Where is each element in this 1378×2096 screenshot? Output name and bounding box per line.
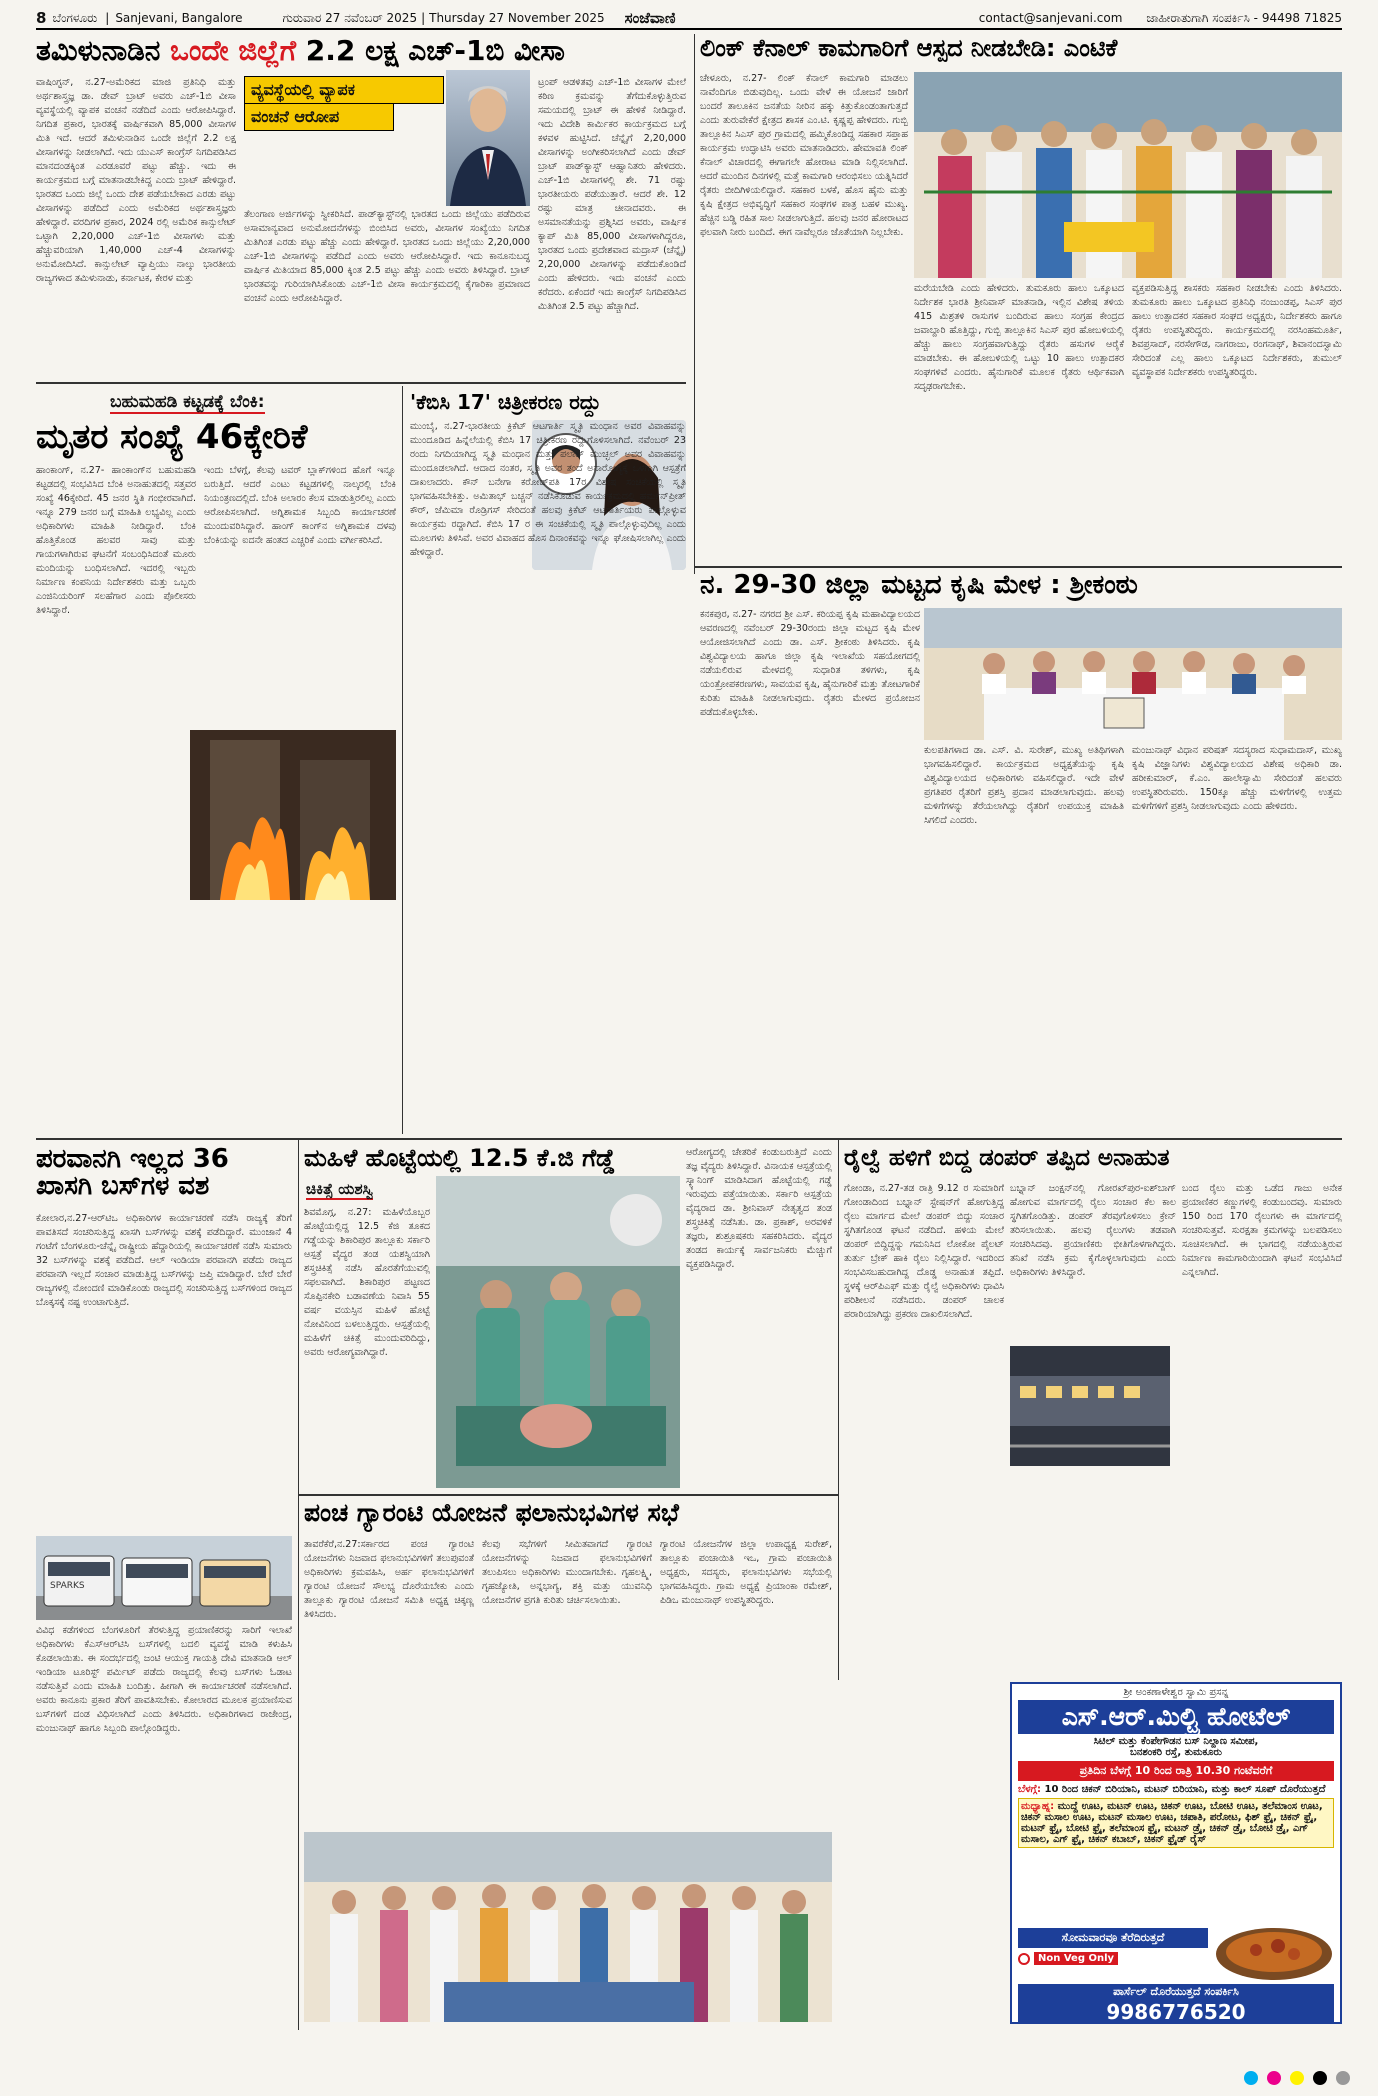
guarantee-col-3: ಗ್ಯಾರಂಟಿ ಯೋಜನೆಗಳ ಜಿಲ್ಲಾ ಉಪಾಧ್ಯಕ್ಷ ಸುರೇಶ್, ತಾಲ್ಲೂಕು ಪಂಚಾಯಿತಿ ಇಒ, ಗ್ರಾಮ ಪಂಚಾಯಿತಿ ಅಧ್ಯಕ್ಷರು, ಸದಸ್ಯರು, ಫಲಾನುಭವಿಗಳು ಸಭೆಯಲ್ಲಿ ಭಾಗವಹಿಸಿದ್ದರು. ಗ್ರಾಮ ಅಧ್ಯಕ್ಷೆ ಪ್ರಿಯಾಂಕಾ ರಮೇಶ್, ಪಿಡಿಒ ಮಂಜುನಾಥ್ ಉಪಸ್ಥಿತರಿದ್ದರು. (660, 1539, 832, 1606)
fire-headline: ಮೃತರ ಸಂಖ್ಯೆ 46ಕ್ಕೇರಿಕೆ (36, 417, 308, 457)
h1b-kicker-line-2: ವಂಚನೆ ಆರೋಪ (244, 104, 394, 131)
canal-col-3: ವ್ಯಕ್ತಪಡಿಸುತ್ತಿದ್ದ ಶಾಸಕರು ಸಹಕಾರ ನೀಡಬೇಕು ಎಂದು ತಿಳಿಸಿದರು. ತುಮಕೂರು ಹಾಲು ಒಕ್ಕೂಟದ ಪ್ರತಿನಿಧಿ ನಂಜುಂಡಪ್ಪ, ಸಿಎಸ್ ಪುರ ಹಾಲು ಉತ್ಪಾದಕರ ಸಹಕಾರ ಸಂಘದ ಅಧ್ಯಕ್ಷರು, ನಿರ್ದೇಶಕರು ಹಾಗೂ ರೈತರು ಉಪಸ್ಥಿತರಿದ್ದರು. ಕಾರ್ಯಕ್ರಮದಲ್ಲಿ ನರಸಿಂಹಮೂರ್ತಿ, ಶಿವಪ್ರಸಾದ್, ನರಸೇಗೌಡ, ನಾಗರಾಜು, ರಂಗನಾಥ್, ಶಿವಾನಂದಸ್ವಾಮಿ ಸೇರಿದಂತೆ ಎಲ್ಲ ಹಾಲು ಒಕ್ಕೂಟದ ನಿರ್ದೇಶಕರು, ತುಮುಲ್ ವ್ಯವಸ್ಥಾಪಕ ನಿರ್ದೇಶಕರು ಉಪಸ್ಥಿತರಿದ್ದರು. (1132, 283, 1342, 378)
fair-col-1-cont (700, 744, 920, 1134)
masthead-email[interactable]: contact@sanjevani.com (978, 11, 1123, 25)
canal-headline: ಲಿಂಕ್ ಕೆನಾಲ್ ಕಾಮಗಾರಿಗೆ ಆಸ್ಪದ ನೀಡಬೇಡಿ: ಎಂಟಿಕೆ (700, 34, 1118, 62)
surgery-headline: ಮಹಿಳೆ ಹೊಟ್ಟೆಯಲ್ಲಿ 12.5 ಕೆ.ಜಿ ಗೆಡ್ಡೆ (304, 1144, 616, 1172)
h1b-col-1: ವಾಷಿಂಗ್ಟನ್, ನ.27-ಅಮೆರಿಕದ ಮಾಜಿ ಪ್ರತಿನಿಧಿ ಮತ್ತು ಅರ್ಥಶಾಸ್ತ್ರಜ್ಞ ಡಾ. ಡೇವ್ ಬ್ರಾಟ್ ಅವರು ಎಚ್-1ಬಿ ವೀಸಾ ವ್ಯವಸ್ಥೆಯಲ್ಲಿ ವ್ಯಾಪಕ ವಂಚನೆ ನಡೆದಿದೆ ಎಂದು ಆರೋಪಿಸಿದ್ದಾರೆ. ನಿಗದಿತ ಪ್ರಕಾರ, ಭಾರತಕ್ಕೆ ವಾರ್ಷಿಕವಾಗಿ 85,000 ವೀಸಾಗಳ ಮಿತಿ ಇದೆ. ಆದರೆ ತಮಿಳುನಾಡಿನ ಒಂದೇ ಜಿಲ್ಲೆಗೆ 2.2 ಲಕ್ಷ ವೀಸಾಗಳನ್ನು ನೀಡಲಾಗಿದೆ. ಇದು ಯುಎಸ್ ಕಾಂಗ್ರೆಸ್ ನಿಗದಿಪಡಿಸಿದ ಮಾನದಂಡಕ್ಕಿಂತ ಎರಡೂವರೆ ಪಟ್ಟು ಹೆಚ್ಚು. ಇದು ಈ ಕಾರ್ಯಕ್ರಮದ ಬಗ್ಗೆ ಮಾತನಾಡಬೇಕಿದ್ದ ಎಂದು ಬ್ರಾಟ್ ಹೇಳಿದ್ದಾರೆ. ಭಾರತದ ಒಂದು ಜಿಲ್ಲೆ ಒಂದು ದೇಶ ಪಡೆಯಬೇಕಾದ ಎರಡು ಪಟ್ಟು ವೀಸಾಗಳನ್ನು ಪಡೆದಿದೆ ಎಂದು ಅಮೆರಿಕದ ಅರ್ಥಶಾಸ್ತ್ರಜ್ಞರು ಹೇಳಿದ್ದಾರೆ. ವರದಿಗಳ ಪ್ರಕಾರ, 2024 ರಲ್ಲಿ ಅಮೆರಿಕ ಕಾನ್ಸುಲೇಟ್ ಒಟ್ಟಾಗಿ 2,20,000 ಎಚ್-1ಬಿ ವೀಸಾಗಳು ಮತ್ತು ಹೆಚ್ಚುವರಿಯಾಗಿ 1,40,000 ಎಚ್-4 ವೀಸಾಗಳನ್ನು ಅನುಮೋದಿಸಿದೆ. ಕಾನ್ಸುಲೇಟ್ ವ್ಯಾಪ್ತಿಯು ನಾಲ್ಕು ಭಾರತೀಯ ರಾಜ್ಯಗಳಾದ ತಮಿಳುನಾಡು, ಕರ್ನಾಟಕ, ಕೇರಳ ಮತ್ತು (36, 77, 236, 284)
hotel-nonveg (1018, 1952, 1118, 1965)
guarantee-col-1: ತಾವರೆಕೆರೆ,ನ.27:ಸರ್ಕಾರದ ಪಂಚ ಗ್ಯಾರಂಟಿ ಯೋಜನೆಗಳು ನಿಜವಾದ ಫಲಾನುಭವಿಗಳಿಗೆ ತಲುಪುವಂತೆ ಅಧಿಕಾರಿಗಳು ಕ್ರಮವಹಿಸಿ, ಅರ್ಹ ಫಲಾನುಭವಿಗಳಿಗೆ ಗ್ಯಾರಂಟಿ ಯೋಜನೆ ಸೌಲಭ್ಯ ದೊರೆಯಬೇಕು ಎಂದು ತಾಲ್ಲೂಕು ಗ್ಯಾರಂಟಿ ಯೋಜನೆ ಸಮಿತಿ ಅಧ್ಯಕ್ಷ ಚಿಕ್ಕಣ್ಣ ತಿಳಿಸಿದರು. (304, 1539, 474, 1620)
canal-ceremony-photo (914, 72, 1342, 278)
hotel-nonveg-label: Non Veg Only (1034, 1952, 1118, 1965)
hotel-address-2: ಬನಶಂಕರಿ ರಸ್ತೆ, ತುಮಕೂರು (1130, 1747, 1222, 1758)
fire-kicker: ಬಹುಮಹಡಿ ಕಟ್ಟಡಕ್ಕೆ ಬೆಂಕಿ: (110, 392, 265, 412)
surgery-col-2: ಆರೋಗ್ಯದಲ್ಲಿ ಚೇತರಿಕೆ ಕಂಡುಬರುತ್ತಿದೆ ಎಂದು ತಜ್ಞ ವೈದ್ಯರು ತಿಳಿಸಿದ್ದಾರೆ. ವಿನಾಯಕ ಆಸ್ಪತ್ರೆಯಲ್ಲಿ ಸ್ಕ್ಯಾನಿಂಗ್ ಮಾಡಿಸಿದಾಗ ಹೊಟ್ಟೆಯಲ್ಲಿ ಗಡ್ಡೆ ಇರುವುದು ಪತ್ತೆಯಾಯಿತು. ಸರ್ಕಾರಿ ಆಸ್ಪತ್ರೆಯ ವೈದ್ಯರಾದ ಡಾ. ಶ್ರೀನಿವಾಸ್ ನೇತೃತ್ವದ ತಂಡ ಶಸ್ತ್ರಚಿಕಿತ್ಸೆ ನಡೆಸಿತು. ಡಾ. ಪ್ರಕಾಶ್, ಅರವಳಿಕೆ ತಜ್ಞರು, ಶುಶ್ರೂಷಕರು ಸಹಕರಿಸಿದರು. ವೈದ್ಯರ ತಂಡದ ಕಾರ್ಯಕ್ಕೆ ಸಾರ್ವಜನಿಕರು ಮೆಚ್ಚುಗೆ ವ್ಯಕ್ತಪಡಿಸಿದ್ದಾರೆ. (686, 1147, 832, 1270)
fair-meeting-photo (924, 608, 1342, 740)
kbc-col-1: ಮುಂಬೈ, ನ.27-ಭಾರತೀಯ ಕ್ರಿಕೆಟ್ ಆಟಗಾರ್ತಿ ಸ್ಮೃತಿ ಮಂಧಾನ ಅವರ ವಿವಾಹವನ್ನು ಮುಂದೂಡಿದ ಹಿನ್ನೆಲೆಯಲ್ಲಿ ಕೆಬಿಸಿ 17 ಚಿತ್ರೀಕರಣ ರದ್ದುಗೊಳಿಸಲಾಗಿದೆ. ನವೆಂಬರ್ 23 ರಂದು ನಿಗದಿಯಾಗಿದ್ದ ಸ್ಮೃತಿ ಮಂಧಾನ ಮತ್ತು ಪಲಾಶ್ ಮುಚ್ಛಲ್ ಅವರ ವಿವಾಹವನ್ನು ಮುಂದೂಡಲಾಗಿದೆ. ಆದಾದ ನಂತರ, ಸ್ಮೃತಿ ಅವರ ತಂದೆ ಅನಾರೋಗ್ಯಕ್ಕೆ ಒಳಗಾಗಿ ಆಸ್ಪತ್ರೆಗೆ ದಾಖಲಾದರು. ಕೌನ್ ಬನೇಗಾ ಕರೋಡ್‌ಪತಿ 17ರ ವಿಶೇಷ ಸಂಚಿಕೆಯಲ್ಲಿ ಸ್ಮೃತಿ ಭಾಗವಹಿಸಬೇಕಿತ್ತು. ಅಮಿತಾಭ್ ಬಚ್ಚನ್ ನಡೆಸಿಕೊಡುವ ಕಾರ್ಯಕ್ರಮದಲ್ಲಿ ಹರ್ಮನ್‌ಪ್ರೀತ್ ಕೌರ್, ಜೆಮಿಮಾ ರೊಡ್ರಿಗಸ್ ಸೇರಿದಂತೆ ಹಲವು ಕ್ರಿಕೆಟ್ ಆಟಗಾರ್ತಿಯರು ಪಾಲ್ಗೊಳ್ಳುವ ಕಾರ್ಯಕ್ರಮ ರದ್ದಾಗಿದೆ. ಕೆಬಿಸಿ 17 ರ ಈ ಸಂಚಿಕೆಯಲ್ಲಿ ಸ್ಮೃತಿ ಪಾಲ್ಗೊಳ್ಳುವುದಿಲ್ಲ ಎಂದು ಮೂಲಗಳು ತಿಳಿಸಿವೆ. ಅವರ ವಿವಾಹದ ಹೊಸ ದಿನಾಂಕವನ್ನು ಇನ್ನೂ ಘೋಷಿಸಲಾಗಿಲ್ಲ ಎಂದು ಹೇಳಿದ್ದಾರೆ. (410, 421, 686, 558)
surgery-kicker: ಚಿಕಿತ್ಸೆ ಯಶಸ್ವಿ (306, 1180, 374, 1198)
black-dot (1313, 2071, 1327, 2085)
bus-headline-line-2: ಖಾಸಗಿ ಬಸ್‌ಗಳ ವಶ (36, 1171, 210, 1202)
bus-col-2: ವಿವಿಧ ಕಡೆಗಳಿಂದ ಬೆಂಗಳೂರಿಗೆ ತೆರಳುತ್ತಿದ್ದ ಪ್ರಯಾಣಿಕರನ್ನು ಸಾರಿಗೆ ಇಲಾಖೆ ಅಧಿಕಾರಿಗಳು ಕೆಎಸ್‌ಆರ್‌ಟಿಸಿ ಬಸ್‌ಗಳಲ್ಲಿ ಬದಲಿ ವ್ಯವಸ್ಥೆ ಮಾಡಿ ಕಳುಹಿಸಿ ಕೊಡಲಾಯಿತು. ಈ ಸಂದರ್ಭದಲ್ಲಿ ಜಂಟಿ ಆಯುಕ್ತ ಗಾಯತ್ರಿ ದೇವಿ ಮಾತನಾಡಿ ಆಲ್ ಇಂಡಿಯಾ ಟೂರಿಸ್ಟ್ ಪರ್ಮಿಟ್ ಪಡೆದು ರಾಜ್ಯದಲ್ಲಿ ಕೆಲವು ಬಸ್‌ಗಳು ಓಡಾಟ ನಡೆಸುತ್ತಿವೆ ಎಂದು ಮಾಹಿತಿ ಬಂದಿತ್ತು. ಹೀಗಾಗಿ ಈ ಕಾರ್ಯಾಚರಣೆ ನಡೆಸಲಾಗಿದೆ. ಅವರು ಕಾನೂನು ಪ್ರಕಾರ ತೆರಿಗೆ ಪಾವತಿಸಬೇಕು. ಕೋಲಾರದ ಮೂಲಕ ಪ್ರಯಾಣಿಸುವ ಬಸ್‌ಗಳಿಗೆ ದಂಡ ವಿಧಿಸಲಾಗಿದೆ ಎಂದು ತಿಳಿಸಿದರು. ಅಧಿಕಾರಿಗಳಾದ ರಾಜೇಂದ್ರ, ಮಂಜುನಾಥ್ ಹಾಗೂ ಸಿಬ್ಬಂದಿ ಪಾಲ್ಗೊಂಡಿದ್ದರು. (36, 1625, 292, 1734)
rail-col-1: ಗೋಂಡಾ, ನ.27-ತಡ ರಾತ್ರಿ 9.12 ರ ಸುಮಾರಿಗೆ ಗೋಂಡಾದಿಂದ ಬಭ್ನಾನ್ ಸ್ಟೇಷನ್‌ಗೆ ಹೋಗುತ್ತಿದ್ದ ರೈಲು ಮಾರ್ಗದ ಮೇಲೆ ಡಂಪರ್ ಬಿದ್ದು ಸಂಚಾರ ಸ್ಥಗಿತಗೊಂಡ ಘಟನೆ ನಡೆದಿದೆ. ಹಳಿಯ ಮೇಲೆ ಡಂಪರ್ ಬಿದ್ದಿದ್ದನ್ನು ಗಮನಿಸಿದ ಲೋಕೋ ಪೈಲಟ್ ತುರ್ತು ಬ್ರೇಕ್ ಹಾಕಿ ರೈಲು ನಿಲ್ಲಿಸಿದ್ದಾರೆ. ಇದರಿಂದ ಸಂಭವಿಸಬಹುದಾಗಿದ್ದ ದೊಡ್ಡ ಅನಾಹುತ ತಪ್ಪಿದೆ. ಸ್ಥಳಕ್ಕೆ ಆರ್‌ಪಿಎಫ್ ಮತ್ತು ರೈಲ್ವೆ ಅಧಿಕಾರಿಗಳು ಧಾವಿಸಿ ಪರಿಶೀಲನೆ ನಡೆಸಿದರು. ಡಂಪರ್ ಚಾಲಕ ಪರಾರಿಯಾಗಿದ್ದು ಪ್ರಕರಣ ದಾಖಲಿಸಲಾಗಿದೆ. (844, 1183, 1004, 1320)
masthead: 8 ಬೆಂಗಳೂರು | Sanjevani, Bangalore ಗುರುವಾರ 27 ನವೆಂಬರ್ 2025 | Thursday 27 November 2025 ಸಂಜೆವಾಣಿ contact@sanjevani.com ಜಾಹೀರಾತುಗಾಗಿ ಸಂಪರ್ಕಿಸಿ - 94498 71825 (36, 8, 1342, 30)
cyan-dot (1244, 2071, 1258, 2085)
masthead-city: ಬೆಂಗಳೂರು (52, 10, 98, 25)
bus-headline (36, 1146, 292, 1201)
guarantee-meeting-photo (304, 1832, 832, 2022)
h1b-kicker-line-1: ವ್ಯವಸ್ಥೆಯಲ್ಲಿ ವ್ಯಾಪಕ (244, 76, 444, 104)
hotel-morning-label: ಬೆಳಗ್ಗೆ: (1018, 1784, 1042, 1795)
page-number: 8 (36, 9, 47, 27)
hotel-sponsor: ಶ್ರೀ ಅಂಕಣಾಳೇಶ್ವರ ಸ್ವಾಮಿ ಪ್ರಸನ್ನ (1123, 1687, 1229, 1698)
fire-col-2: ಇಂದು ಬೆಳಗ್ಗೆ, ಕೆಲವು ಟವರ್ ಬ್ಲಾಕ್‌ಗಳಿಂದ ಹೊಗೆ ಇನ್ನೂ ಬರುತ್ತಿದೆ. ಆದರೆ ಎಂಟು ಕಟ್ಟಡಗಳಲ್ಲಿ ನಾಲ್ಕರಲ್ಲಿ ಬೆಂಕಿ ನಿಯಂತ್ರಣದಲ್ಲಿದೆ. ಬೆಂಕಿ ಅಲಾರಂ ಕೆಲಸ ಮಾಡುತ್ತಿರಲಿಲ್ಲ ಎಂದು ಆರೋಪಿಸಲಾಗಿದೆ. ಅಗ್ನಿಶಾಮಕ ಸಿಬ್ಬಂದಿ ಕಾರ್ಯಾಚರಣೆ ಮುಂದುವರಿಸಿದ್ದಾರೆ. ಹಾಂಗ್ ಕಾಂಗ್‌ನ ಅಗ್ನಿಶಾಮಕ ದಳವು ಬೆಂಕಿಯನ್ನು ಐದನೇ ಹಂತದ ಎಚ್ಚರಿಕೆ ಎಂದು ವರ್ಗೀಕರಿಸಿದೆ. (204, 465, 396, 546)
h1b-col-3: ಟ್ರಂಪ್ ಆಡಳಿತವು ಎಚ್-1ಬಿ ವೀಸಾಗಳ ಮೇಲೆ ಕಠಿಣ ಕ್ರಮವನ್ನು ತೆಗೆದುಕೊಳ್ಳುತ್ತಿರುವ ಸಮಯದಲ್ಲಿ ಬ್ರಾಟ್ ಈ ಹೇಳಿಕೆ ನೀಡಿದ್ದಾರೆ. ಇದು ವಿದೇಶಿ ಕಾರ್ಮಿಕರ ಕಾರ್ಯಕ್ರಮದ ಬಗ್ಗೆ ಕಳವಳ ಹುಟ್ಟಿಸಿದೆ. ಚೆನ್ನೈಗೆ 2,20,000 ವೀಸಾಗಳನ್ನು ಅಂಗೀಕರಿಸಲಾಗಿದೆ ಎಂದು ಡೇವ್ ಬ್ರಾಟ್ ಪಾಡ್‌ಕ್ಯಾಸ್ಟ್ ಆಹ್ವಾನಿತರು ಹೇಳಿದರು. ಎಚ್-1ಬಿ ವೀಸಾಗಳಲ್ಲಿ ಶೇ. 71 ರಷ್ಟು ಭಾರತೀಯರು ಪಡೆಯುತ್ತಾರೆ. ಆದರೆ ಶೇ. 12 ರಷ್ಟು ಮಾತ್ರ ಚೀನಾದವರು. ಈ ಅಸಮಾನತೆಯನ್ನು ಪ್ರಶ್ನಿಸಿದ ಅವರು, ವಾರ್ಷಿಕ ಕ್ಯಾಪ್ ಮಿತಿ 85,000 ವೀಸಾಗಳಾಗಿದ್ದರೂ, ಭಾರತದ ಒಂದು ಪ್ರದೇಶವಾದ ಮದ್ರಾಸ್ (ಚೆನ್ನೈ) 2,20,000 ವೀಸಾಗಳನ್ನು ಪಡೆದುಕೊಂಡಿದೆ ಎಂದು ಹೇಳಿದರು. ಇದು ವಂಚನೆ ಎಂದು ಕರೆದರು. ಏಕೆಂದರೆ ಇದು ಕಾಂಗ್ರೆಸ್ ನಿಗದಿಪಡಿಸಿದ ಮಿತಿಗಿಂತ 2.5 ಪಟ್ಟು ಹೆಚ್ಚಾಗಿದೆ. (538, 77, 686, 312)
bus-depot-photo (36, 1536, 292, 1620)
masthead-date-kn: ಗುರುವಾರ 27 ನವೆಂಬರ್ 2025 (282, 10, 418, 25)
fair-col-1: ಕನಕಪುರ, ನ.27- ನಗರದ ಶ್ರೀ ಎಸ್. ಕರಿಯಪ್ಪ ಕೃಷಿ ಮಹಾವಿದ್ಯಾಲಯದ ಆವರಣದಲ್ಲಿ ನವೆಂಬರ್ 29-30ರಂದು ಜಿಲ್ಲಾ ಮಟ್ಟದ ಕೃಷಿ ಮೇಳ ಆಯೋಜಿಸಲಾಗಿದೆ ಎಂದು ಡಾ. ಎಸ್. ಶ್ರೀಕಂಠು ತಿಳಿಸಿದರು. ಕೃಷಿ ವಿಶ್ವವಿದ್ಯಾಲಯ ಹಾಗೂ ಜಿಲ್ಲಾ ಕೃಷಿ ಇಲಾಖೆಯ ಸಹಯೋಗದಲ್ಲಿ ನಡೆಯಲಿರುವ ಮೇಳದಲ್ಲಿ ಸುಧಾರಿತ ತಳಿಗಳು, ಕೃಷಿ ಯಂತ್ರೋಪಕರಣಗಳು, ಸಾವಯವ ಕೃಷಿ, ಹೈನುಗಾರಿಕೆ ಮತ್ತು ತೋಟಗಾರಿಕೆ ಕುರಿತು ಮಾಹಿತಿ ನೀಡಲಾಗುವುದು. ರೈತರು ಮೇಳದ ಪ್ರಯೋಜನ ಪಡೆದುಕೊಳ್ಳಬೇಕು. (700, 609, 920, 718)
canal-col-2: ಮರೆಯಬೇಡಿ ಎಂದು ಹೇಳಿದರು. ತುಮಕೂರು ಹಾಲು ಒಕ್ಕೂಟದ ನಿರ್ದೇಶಕ ಭಾರತಿ ಶ್ರೀನಿವಾಸ್ ಮಾತನಾಡಿ, ಇಲ್ಲಿನ ವಿಶೇಷ ತಳಿಯ 415 ಮಿಶ್ರತಳಿ ರಾಸುಗಳ ಬಂದಿರುವ ಹಾಲು ಸಂಗ್ರಹ ಕೇಂದ್ರದ ಜವಾಬ್ದಾರಿ ಹೊತ್ತಿದ್ದು, ಗುಬ್ಬಿ ತಾಲ್ಲೂಕಿನ ಸಿಎಸ್ ಪುರ ಹೋಬಳಿಯಲ್ಲಿ ಹೆಚ್ಚು ಹಾಲು ಸಂಗ್ರಹವಾಗುತ್ತಿದ್ದು ರೈತರು ಹಸುಗಳ ಆರೈಕೆ ಮಾಡಬೇಕು. ಈ ಹೋಬಳಿಯಲ್ಲಿ ಒಟ್ಟು 10 ಹಾಲು ಉತ್ಪಾದಕರ ಸಂಘಗಳಿವೆ ಎಂದರು. ಹೈನುಗಾರಿಕೆ ಮೂಲಕ ರೈತರು ಆರ್ಥಿಕವಾಗಿ ಸದೃಢರಾಗಬೇಕು. (914, 283, 1124, 392)
fire-building-photo (190, 730, 396, 900)
masthead-logo: ಸಂಜೆವಾಣಿ (624, 9, 676, 27)
rail-headline: ರೈಲ್ವೆ ಹಳಿಗೆ ಬಿದ್ದ ಡಂಪರ್ ತಪ್ಪಿದ ಅನಾಹುತ (844, 1145, 1170, 1171)
bus-headline-line-1: ಪರವಾನಗಿ ಇಲ್ಲದ 36 (36, 1144, 229, 1174)
masthead-edition: Sanjevani, Bangalore (115, 11, 243, 25)
hotel-timing: ಪ್ರತಿದಿನ ಬೆಳಗ್ಗೆ 10 ರಿಂದ ರಾತ್ರಿ 10.30 ಗಂಟೆವರೆಗೆ (1018, 1761, 1334, 1781)
nonveg-dot-icon (1018, 1953, 1030, 1965)
hotel-phone[interactable]: 9986776520 (1018, 2000, 1334, 2024)
print-registration-dots (1240, 2070, 1350, 2089)
hotel-lunch-text: ಮುದ್ದೆ ಊಟ, ಮಟನ್ ಊಟ, ಚಿಕನ್ ಊಟ, ಬೋಟಿ ಊಟ, ತಲೆಮಾಂಸ ಊಟ, ಚಿಕನ್ ಮಸಾಲ ಊಟ, ಮಟನ್ ಮಸಾಲ ಊಟ, ಚಪಾತಿ, ಪರೋಟ, ಫಿಶ್ ಫ್ರೈ, ಚಿಕನ್ ಫ್ರೈ, ಮಟನ್ ಫ್ರೈ, ಬೋಟಿ ಫ್ರೈ, ತಲೆಮಾಂಸ ಫ್ರೈ, ಮಟನ್ ಡ್ರೈ, ಚಿಕನ್ ಡ್ರೈ, ಬೋಟಿ ಡ್ರೈ, ಎಗ್ ಮಸಾಲ, ಎಗ್ ಫ್ರೈ, ಚಿಕನ್ ಕಬಾಬ್, ಚಿಕನ್ ಫ್ರೈಡ್ ರೈಸ್ (1021, 1801, 1323, 1845)
yellow-dot (1290, 2071, 1304, 2085)
fair-col-2: ಕುಲಪತಿಗಳಾದ ಡಾ. ಎಸ್. ವಿ. ಸುರೇಶ್, ಮುಖ್ಯ ಅತಿಥಿಗಳಾಗಿ ಭಾಗವಹಿಸಲಿದ್ದಾರೆ. ಕಾರ್ಯಕ್ರಮದ ಅಧ್ಯಕ್ಷತೆಯನ್ನು ಕೃಷಿ ವಿಶ್ವವಿದ್ಯಾಲಯದ ಅಧಿಕಾರಿಗಳು ವಹಿಸಲಿದ್ದಾರೆ. ಇದೇ ವೇಳೆ ಪ್ರಗತಿಪರ ರೈತರಿಗೆ ಪ್ರಶಸ್ತಿ ಪ್ರದಾನ ಮಾಡಲಾಗುವುದು. ಹಲವು ಮಳಿಗೆಗಳನ್ನು ತೆರೆಯಲಾಗಿದ್ದು ರೈತರಿಗೆ ಉಪಯುಕ್ತ ಮಾಹಿತಿ ಸಿಗಲಿದೆ ಎಂದರು. (924, 745, 1124, 826)
hotel-name: ಎಸ್.ಆರ್.ಮಿಲ್ಟ್ರಿ ಹೋಟೆಲ್ (1018, 1700, 1334, 1734)
fire-col-1-cont (36, 734, 186, 1134)
masthead-ad-contact: ಜಾಹೀರಾತುಗಾಗಿ ಸಂಪರ್ಕಿಸಿ - 94498 71825 (1146, 10, 1342, 25)
bus-col-1: ಕೋಲಾರ,ನ.27-ಆರ್‌ಟಿಒ ಅಧಿಕಾರಿಗಳ ಕಾರ್ಯಾಚರಣೆ ನಡೆಸಿ ರಾಜ್ಯಕ್ಕೆ ತೆರಿಗೆ ಪಾವತಿಸದೆ ಸಂಚರಿಸುತ್ತಿದ್ದ ಖಾಸಗಿ ಬಸ್‌ಗಳನ್ನು ವಶಕ್ಕೆ ಪಡೆದಿದ್ದಾರೆ. ಮುಂಜಾನೆ 4 ಗಂಟೆಗೆ ಬೆಂಗಳೂರು-ಚೆನ್ನೈ ರಾಷ್ಟ್ರೀಯ ಹೆದ್ದಾರಿಯಲ್ಲಿ ಕಾರ್ಯಾಚರಣೆ ನಡೆಸಿ ಸುಮಾರು 32 ಬಸ್‌ಗಳನ್ನು ವಶಕ್ಕೆ ಪಡೆದಿದೆ. ಆಲ್ ಇಂಡಿಯಾ ಪರವಾನಗಿ ಪಡೆದು ರಾಜ್ಯದ ಪರವಾನಗಿ ಇಲ್ಲದೆ ಸಂಚಾರ ಮಾಡುತ್ತಿದ್ದ ಬಸ್‌ಗಳನ್ನು ಜಪ್ತಿ ಮಾಡಿದ್ದಾರೆ. ಬೇರೆ ಬೇರೆ ರಾಜ್ಯಗಳಲ್ಲಿ ನೋಂದಣಿ ಮಾಡಿಕೊಂಡು ರಾಜ್ಯದಲ್ಲಿ ಸಂಚರಿಸುತ್ತಿದ್ದ ಬಸ್‌ಗಳಿಂದ ರಾಜ್ಯದ ಬೊಕ್ಕಸಕ್ಕೆ ನಷ್ಟ ಉಂಟಾಗುತ್ತಿದೆ. (36, 1213, 292, 1308)
h1b-headline: ತಮಿಳುನಾಡಿನ ಒಂದೇ ಜಿಲ್ಲೆಗೆ 2.2 ಲಕ್ಷ ಎಚ್-1ಬಿ ವೀಸಾ (36, 34, 565, 67)
kbc-headline: 'ಕೆಬಿಸಿ 17' ಚಿತ್ರೀಕರಣ ರದ್ದು (410, 390, 601, 414)
rail-col-2-cont (1010, 1470, 1342, 1674)
surgery-operation-photo (436, 1176, 680, 1488)
h1b-portrait-photo (446, 70, 530, 206)
fire-col-2-cont (204, 904, 396, 1134)
hotel-lunch-label: ಮಧ್ಯಾಹ್ನ: (1021, 1801, 1055, 1812)
hotel-parcel: ಪಾರ್ಸೆಲ್ ದೊರೆಯುತ್ತದೆ ಸಂಪರ್ಕಿಸಿ (1018, 1984, 1334, 2000)
h1b-kicker (244, 76, 444, 131)
rail-col-3: ಬಂದ ರೈಲು ಮತ್ತು ಒಡೆದ ಗಾಜು ಅನೇಕ ಪ್ರಯಾಣಿಕರ ಕಣ್ಣುಗಳಲ್ಲಿ ಕಂಡುಬಂದವು. ಸುಮಾರು 150 ರಿಂದ 170 ರೈಲುಗಳು ಈ ಮಾರ್ಗದಲ್ಲಿ ಸಂಚರಿಸುತ್ತವೆ. ಸುರಕ್ಷತಾ ಕ್ರಮಗಳನ್ನು ಬಲಪಡಿಸಲು ಸೂಚಿಸಲಾಗಿದೆ. ಈ ಭಾಗದಲ್ಲಿ ನಡೆಯುತ್ತಿರುವ ನಿರ್ಮಾಣ ಕಾಮಗಾರಿಯಿಂದಾಗಿ ಘಟನೆ ಸಂಭವಿಸಿದೆ ಎನ್ನಲಾಗಿದೆ. (1182, 1183, 1342, 1278)
hotel-ad (1010, 1682, 1342, 2024)
rail-accident-photo (1010, 1346, 1170, 1466)
guarantee-headline: ಪಂಚ ಗ್ಯಾರಂಟಿ ಯೋಜನೆ ಫಲಾನುಭವಿಗಳ ಸಭೆ (304, 1498, 679, 1527)
surgery-col-1: ಶಿವಮೊಗ್ಗ, ನ.27: ಮಹಿಳೆಯೊಬ್ಬರ ಹೊಟ್ಟೆಯಲ್ಲಿದ್ದ 12.5 ಕೆಜಿ ತೂಕದ ಗಡ್ಡೆಯನ್ನು ಶಿಕಾರಿಪುರ ತಾಲ್ಲೂಕು ಸರ್ಕಾರಿ ಆಸ್ಪತ್ರೆ ವೈದ್ಯರ ತಂಡ ಯಶಸ್ವಿಯಾಗಿ ಶಸ್ತ್ರಚಿಕಿತ್ಸೆ ನಡೆಸಿ ಹೊರತೆಗೆಯುವಲ್ಲಿ ಸಫಲವಾಗಿದೆ. ಶಿಕಾರಿಪುರ ಪಟ್ಟಣದ ಸೊಪ್ಪಿನಕೇರಿ ಬಡಾವಣೆಯ ನಿವಾಸಿ 55 ವರ್ಷ ವಯಸ್ಸಿನ ಮಹಿಳೆ ಹೊಟ್ಟೆ ನೋವಿನಿಂದ ಬಳಲುತ್ತಿದ್ದರು. ಆಸ್ಪತ್ರೆಯಲ್ಲಿ ಮಹಿಳೆಗೆ ಚಿಕಿತ್ಸೆ ಮುಂದುವರಿದಿದ್ದು, ಅವರು ಆರೋಗ್ಯವಾಗಿದ್ದಾರೆ. (304, 1207, 430, 1358)
hotel-morning (1018, 1784, 1334, 1795)
hotel-address-1: ಸಿಟಿಲ್ ಮತ್ತು ಕೆಂಪೇಗೌಡನ ಬಸ್ ನಿಲ್ದಾಣ ಸಮೀಪ, (1093, 1736, 1259, 1747)
fair-headline: ನ. 29-30 ಜಿಲ್ಲಾ ಮಟ್ಟದ ಕೃಷಿ ಮೇಳ : ಶ್ರೀಕಂಠು (700, 570, 1138, 600)
bus-brand-label: SPARKS (50, 1581, 85, 1591)
hotel-lunch (1018, 1798, 1334, 1848)
canal-col-1: ಚೇಳೂರು, ನ.27- ಲಿಂಕ್ ಕೆನಾಲ್ ಕಾಮಗಾರಿ ಮಾಡಲು ನಾವೆಂದಿಗೂ ಬಿಡುವುದಿಲ್ಲ. ಒಂದು ವೇಳೆ ಈ ಯೋಜನೆ ಜಾರಿಗೆ ಬಂದರೆ ತಾಲೂಕಿನ ಜನತೆಯ ನೀರಿನ ಹಕ್ಕು ಕಿತ್ತುಕೊಂಡಂತಾಗುತ್ತದೆ ಎಂದು ತುರುವೇಕೆರೆ ಕ್ಷೇತ್ರದ ಶಾಸಕ ಎಂ.ಟಿ. ಕೃಷ್ಣಪ್ಪ ಹೇಳಿದರು. ಗುಬ್ಬಿ ತಾಲ್ಲೂಕಿನ ಸಿಎಸ್ ಪುರ ಗ್ರಾಮದಲ್ಲಿ ಹಮ್ಮಿಕೊಂಡಿದ್ದ ಸಹಕಾರ ಸಪ್ತಾಹ ಕಾರ್ಯಕ್ರಮ ಉದ್ಘಾಟಿಸಿ ಅವರು ಮಾತನಾಡಿದರು. ಹೇಮಾವತಿ ಲಿಂಕ್ ಕೆನಾಲ್ ವಿಚಾರದಲ್ಲಿ ಈಗಾಗಲೇ ಹೋರಾಟ ಮಾಡಿ ನಿಲ್ಲಿಸಲಾಗಿದೆ. ಆದರೆ ಮುಂದಿನ ದಿನಗಳಲ್ಲಿ ಮತ್ತೆ ಕಾಮಗಾರಿ ಆರಂಭಿಸಲು ಯತ್ನಿಸಿದರೆ ರೈತರು ಬೀದಿಗಿಳಿಯಲಿದ್ದಾರೆ. ಸಹಕಾರ ಬಳಕೆ, ಹೊಸ ಹೈನು ಮತ್ತು ಕೃಷಿ ಕ್ಷೇತ್ರದ ಅಭಿವೃದ್ಧಿಗೆ ಸಹಕಾರ ಸಂಘಗಳ ಪಾತ್ರ ಬಹಳ ಮುಖ್ಯ. ಹೆಚ್ಚಿನ ಬಡ್ಡಿ ರಹಿತ ಸಾಲ ನೀಡಲಾಗುತ್ತಿದೆ. ಹಲವು ಜನರ ಹೋರಾಟದ ಫಲವಾಗಿ ನೀರು ಬಂದಿದೆ. ಈಗ ನಾವೆಲ್ಲರೂ ಜೊತೆಯಾಗಿ ನಿಲ್ಲಬೇಕು. (700, 73, 908, 238)
fire-col-1: ಹಾಂಕಾಂಗ್, ನ.27- ಹಾಂಕಾಂಗ್‌ನ ಬಹುಮಹಡಿ ಕಟ್ಟಡದಲ್ಲಿ ಸಂಭವಿಸಿದ ಬೆಂಕಿ ಅನಾಹುತದಲ್ಲಿ ಸತ್ತವರ ಸಂಖ್ಯೆ 46ಕ್ಕೇರಿದೆ. 45 ಜನರ ಸ್ಥಿತಿ ಗಂಭೀರವಾಗಿದೆ. ಇನ್ನೂ 279 ಜನರ ಬಗ್ಗೆ ಮಾಹಿತಿ ಲಭ್ಯವಿಲ್ಲ ಎಂದು ಅಧಿಕಾರಿಗಳು ಮಾಹಿತಿ ನೀಡಿದ್ದಾರೆ. ಬೆಂಕಿ ಹೊತ್ತಿಕೊಂಡ ಹಲವರ ಸಾವು ಮತ್ತು ಗಾಯಗಳಾಗಿರುವ ಘಟನೆಗೆ ಸಂಬಂಧಿಸಿದಂತೆ ಮೂರು ಮಂದಿಯನ್ನು ಬಂಧಿಸಲಾಗಿದೆ. ಇದರಲ್ಲಿ ಇಬ್ಬರು ನಿರ್ಮಾಣ ಕಂಪನಿಯ ನಿರ್ದೇಶಕರು ಮತ್ತು ಒಬ್ಬರು ಎಂಜಿನಿಯರಿಂಗ್ ಸಲಹೆಗಾರ ಎಂದು ಪೊಲೀಸರು ತಿಳಿಸಿದ್ದಾರೆ. (36, 465, 196, 616)
hotel-holiday: ಸೋಮವಾರವೂ ತೆರೆದಿರುತ್ತದೆ (1018, 1928, 1208, 1948)
grey-dot (1336, 2071, 1350, 2085)
guarantee-col-2: ಕೆಲವು ಸಭೆಗಳಿಗೆ ಸೀಮಿತವಾಗದೆ ಗ್ಯಾರಂಟಿ ಯೋಜನೆಗಳನ್ನು ನಿಜವಾದ ಫಲಾನುಭವಿಗಳಿಗೆ ತಲುಪಿಸಲು ಅಧಿಕಾರಿಗಳು ಮುಂದಾಗಬೇಕು. ಗೃಹಲಕ್ಷ್ಮಿ, ಗೃಹಜ್ಯೋತಿ, ಅನ್ನಭಾಗ್ಯ, ಶಕ್ತಿ ಮತ್ತು ಯುವನಿಧಿ ಯೋಜನೆಗಳ ಪ್ರಗತಿ ಕುರಿತು ಚರ್ಚಿಸಲಾಯಿತು. (482, 1539, 652, 1606)
hotel-food-photo (1212, 1920, 1336, 1982)
magenta-dot (1267, 2071, 1281, 2085)
fair-col-3: ಮಂಜುನಾಥ್ ವಿಧಾನ ಪರಿಷತ್ ಸದಸ್ಯರಾದ ಸುಧಾಮದಾಸ್, ಮುಖ್ಯ ಕೃಷಿ ವಿಜ್ಞಾನಿಗಳು ವಿಶ್ವವಿದ್ಯಾಲಯದ ವಿಶೇಷ ಅಧಿಕಾರಿ ಡಾ. ಹರೀಕುಮಾರ್, ಕೆ.ಎಂ. ಹಾಲೇಸ್ವಾಮಿ ಸೇರಿದಂತೆ ಹಲವರು ಉಪಸ್ಥಿತರಿರುವರು. 150ಕ್ಕೂ ಹೆಚ್ಚು ಮಳಿಗೆಗಳಲ್ಲಿ ಉತ್ತಮ ಮಳಿಗೆಗಳಿಗೆ ಪ್ರಶಸ್ತಿ ನೀಡಲಾಗುವುದು ಎಂದು ಹೇಳಿದರು. (1132, 745, 1342, 812)
hotel-morning-text: 10 ರಿಂದ ಚಿಕನ್ ಬಿರಿಯಾನಿ, ಮಟನ್ ಬಿರಿಯಾನಿ, ಮತ್ತು ಕಾಲ್ ಸೂಪ್ ದೊರೆಯುತ್ತದೆ (1044, 1784, 1326, 1795)
masthead-date-en: Thursday 27 November 2025 (429, 11, 605, 25)
rail-col-2: ಬಭ್ನಾನ್ ಜಂಕ್ಷನ್‌ನಲ್ಲಿ ಗೋರಖ್‌ಪುರ-ಐಶ್‌ಬಾಗ್ ಹೋಗುವ ಮಾರ್ಗದಲ್ಲಿ ರೈಲು ಸಂಚಾರ ಕೆಲ ಕಾಲ ಸ್ಥಗಿತಗೊಂಡಿತ್ತು. ಡಂಪರ್ ತೆರವುಗೊಳಿಸಲು ಕ್ರೇನ್ ತರಿಸಲಾಯಿತು. ಹಲವು ರೈಲುಗಳು ತಡವಾಗಿ ಸಂಚರಿಸಿದವು. ಪ್ರಯಾಣಿಕರು ಭೀತಿಗೊಳಗಾಗಿದ್ದರು. ತನಿಖೆ ನಡೆಸಿ ಕ್ರಮ ಕೈಗೊಳ್ಳಲಾಗುವುದು ಎಂದು ಅಧಿಕಾರಿಗಳು ತಿಳಿಸಿದ್ದಾರೆ. (1010, 1183, 1176, 1278)
h1b-col-2: ತೆಲಂಗಾಣ ಅರ್ಜಿಗಳನ್ನು ಸ್ವೀಕರಿಸಿದೆ. ಪಾಡ್‌ಕ್ಯಾಸ್ಟ್‌ನಲ್ಲಿ ಭಾರತದ ಒಂದು ಜಿಲ್ಲೆಯು ಪಡೆದಿರುವ ಅಸಾಮಾನ್ಯವಾದ ಅನುಮೋದನೆಗಳನ್ನು ಬಿಂಬಿಸಿದ ಅವರು, ವೀಸಾಗಳ ಸಂಖ್ಯೆಯು ನಿಗದಿತ ಮಿತಿಗಿಂತ ಎರಡು ಪಟ್ಟು ಹೆಚ್ಚು ಎಂದು ಹೇಳಿದ್ದಾರೆ. ಭಾರತದ ಒಂದು ಜಿಲ್ಲೆಯು 2,20,000 ಎಚ್-1ಬಿ ವೀಸಾಗಳನ್ನು ಪಡೆದಿದೆ ಎಂದು ಅವರು ಆರೋಪಿಸಿದ್ದಾರೆ. ಇದು ಕಾನೂನುಬದ್ಧ ವಾರ್ಷಿಕ ಮಿತಿಯಾದ 85,000 ಕ್ಕಿಂತ 2.5 ಪಟ್ಟು ಹೆಚ್ಚು ಎಂದು ಅವರು ತಿಳಿಸಿದ್ದಾರೆ. ಬ್ರಾಟ್ ಭಾರತವನ್ನು ಗುರಿಯಾಗಿಸಿಕೊಂಡು ಎಚ್-1ಬಿ ವೀಸಾ ಕಾರ್ಯಕ್ರಮದಲ್ಲಿ ಕೈಗಾರಿಕಾ ಪ್ರಮಾಣದ ವಂಚನೆ ಎಂದು ಆರೋಪಿಸಿದ್ದಾರೆ. (244, 209, 530, 304)
